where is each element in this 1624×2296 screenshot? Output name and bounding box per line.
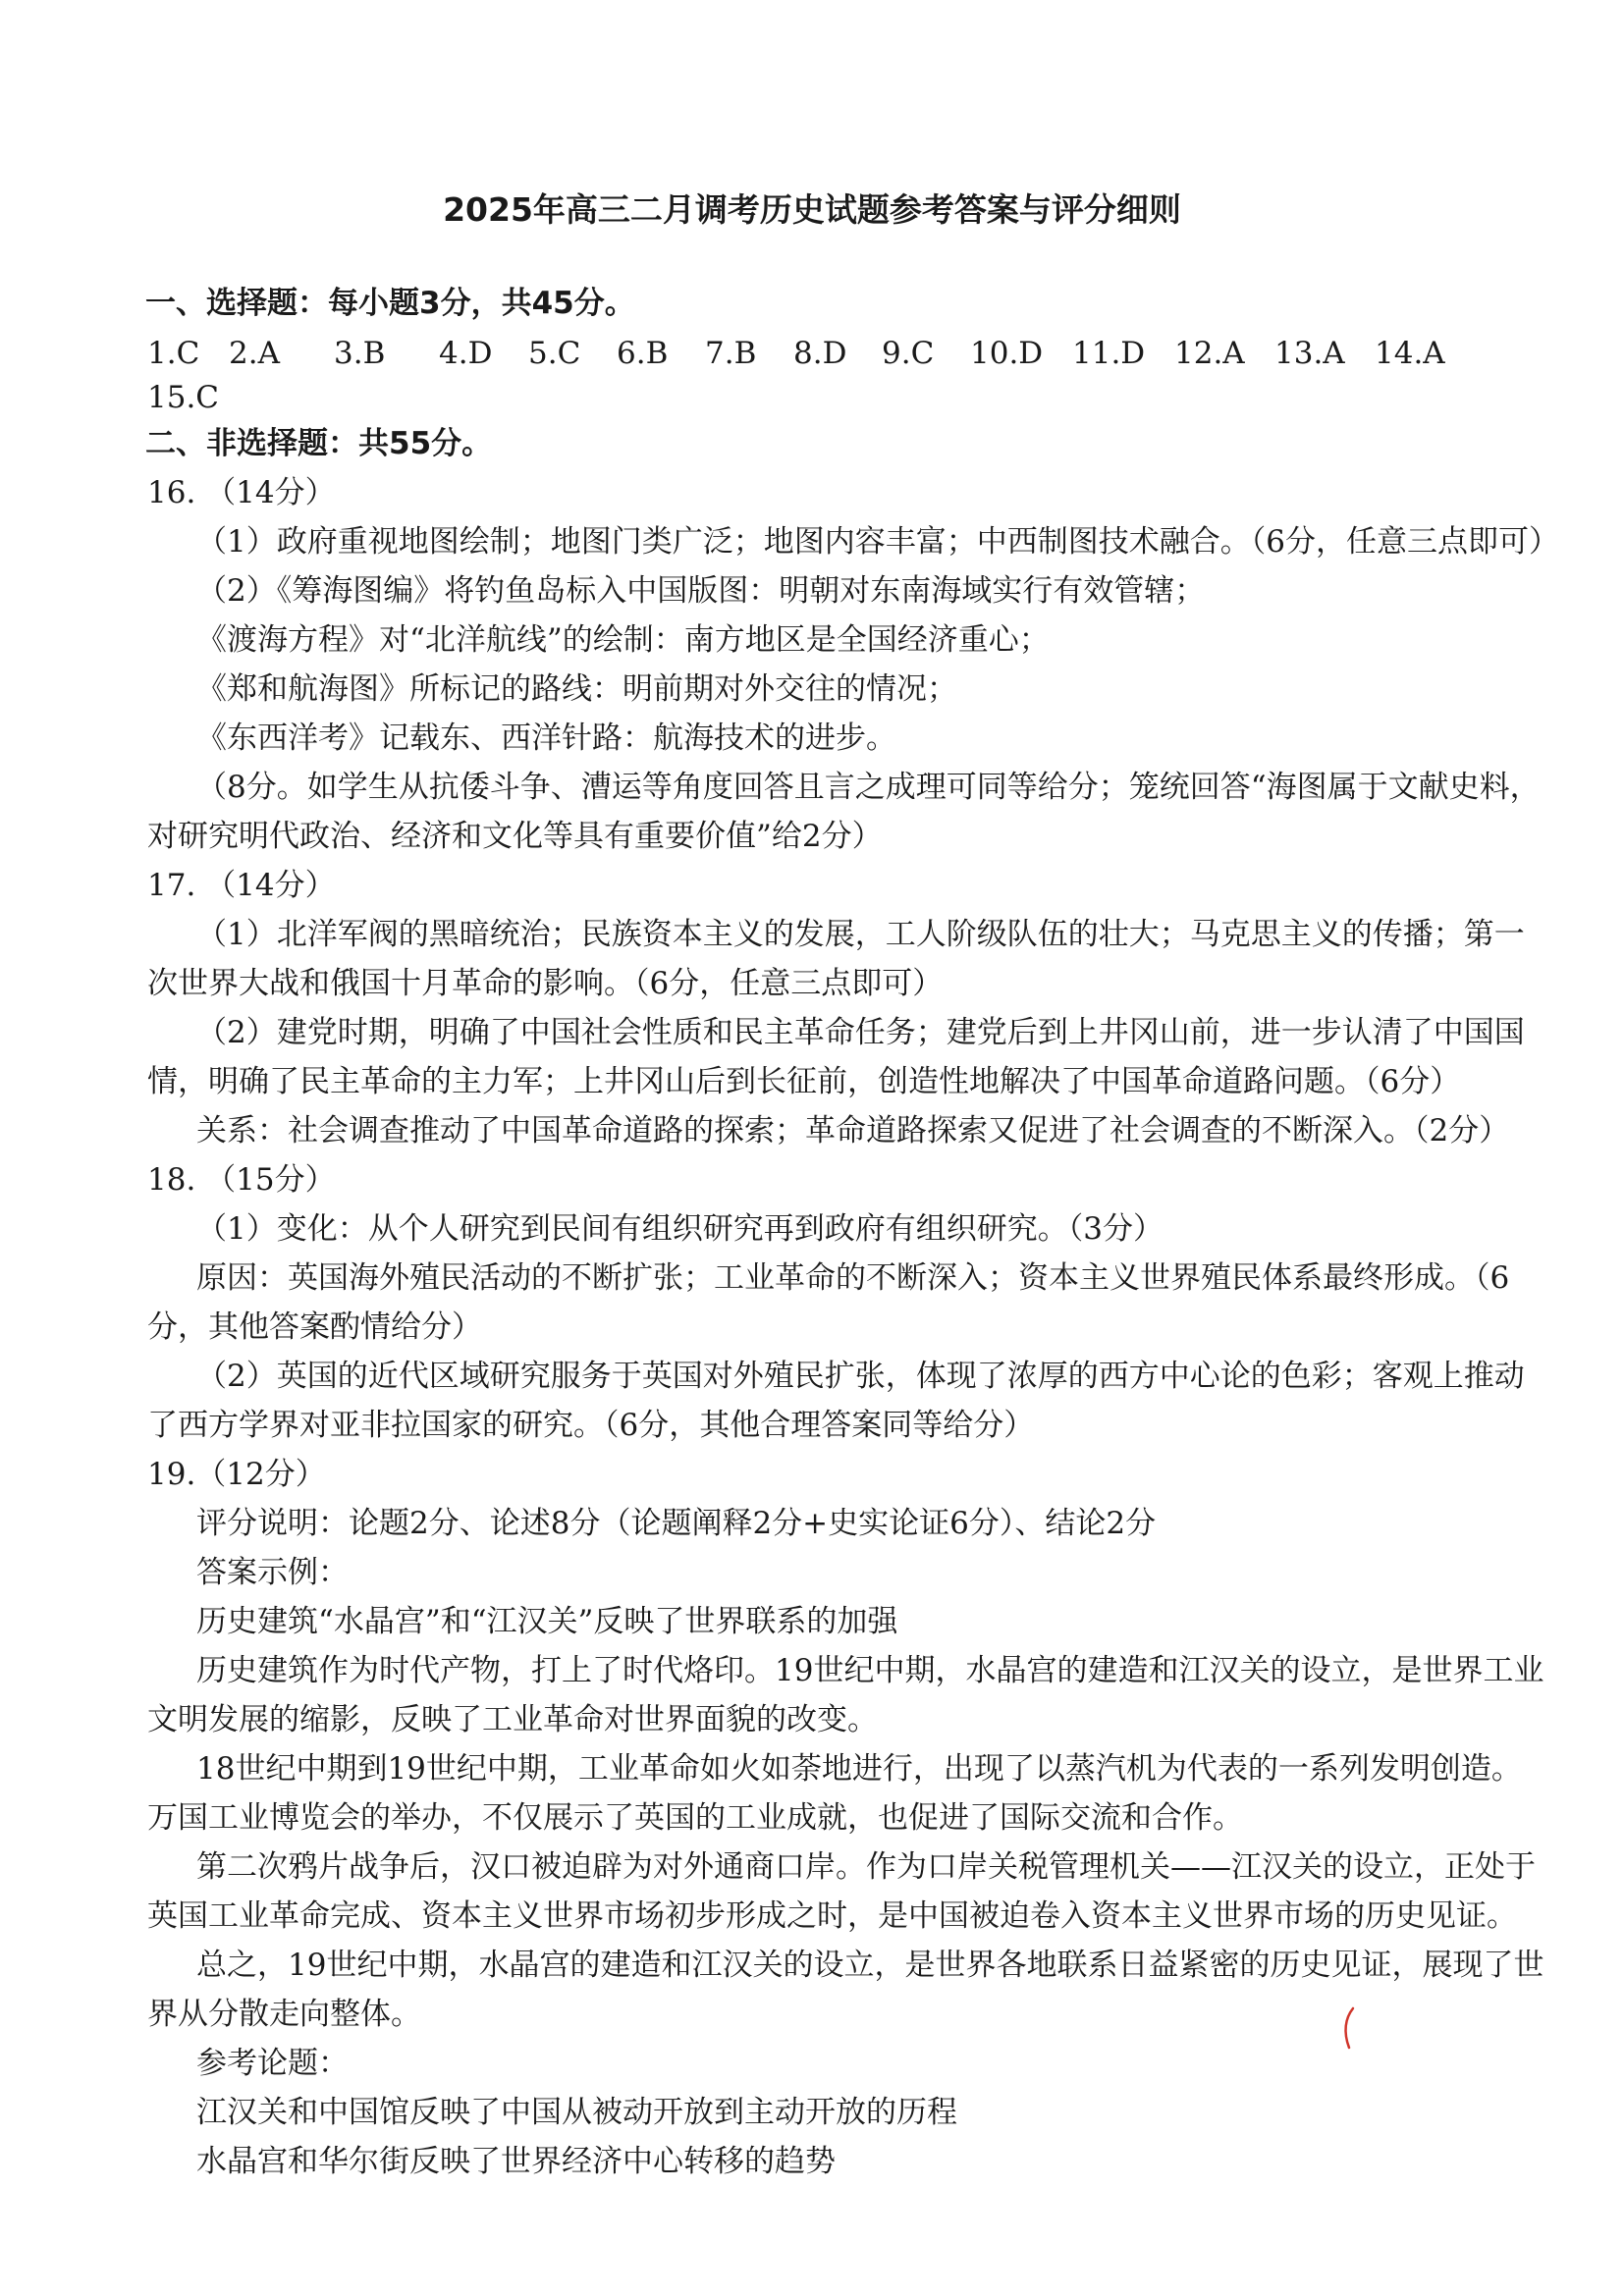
mc-answer-12: 12.A bbox=[1174, 336, 1245, 371]
q19-example-label: 答案示例： bbox=[196, 1555, 349, 1590]
q17-part1-line1: （1）北洋军阀的黑暗统治；民族资本主义的发展，工人阶级队伍的壮大；马克思主义的传播；第一 bbox=[196, 917, 1525, 952]
mc-answer-4: 4.D bbox=[439, 336, 493, 371]
q18-label: 18. （15分） bbox=[147, 1162, 336, 1198]
q16-part2-line3: 《郑和航海图》所标记的路线：明前期对外交往的情况； bbox=[196, 671, 957, 707]
q19-para2-line2: 万国工业博览会的举办，不仅展示了英国的工业成就，也促进了国际交流和合作。 bbox=[147, 1800, 1243, 1836]
q19-para3-line1: 第二次鸦片战争后，汉口被迫辟为对外通商口岸。作为口岸关税管理机关——江汉关的设立，正处于 bbox=[196, 1849, 1536, 1885]
q18-reason-line1: 原因：英国海外殖民活动的不断扩张；工业革命的不断深入；资本主义世界殖民体系最终形成。（6 bbox=[196, 1260, 1510, 1296]
mc-answer-11: 11.D bbox=[1072, 336, 1146, 371]
q18-part2-line2: 了西方学界对亚非拉国家的研究。（6分，其他合理答案同等给分） bbox=[147, 1408, 1035, 1443]
q19-para4-line2: 界从分散走向整体。 bbox=[147, 1997, 421, 2032]
q17-part2-line1: （2）建党时期，明确了中国社会性质和民主革命任务；建党后到上井冈山前，进一步认清了中国国 bbox=[196, 1015, 1525, 1050]
q19-ref-label: 参考论题： bbox=[196, 2046, 349, 2081]
q16-part2-line1: （2）《筹海图编》将钓鱼岛标入中国版图：明朝对东南海域实行有效管辖； bbox=[196, 573, 1206, 609]
q19-label: 19.（12分） bbox=[147, 1457, 326, 1492]
page-title: 2025年高三二月调考历史试题参考答案与评分细则 bbox=[443, 190, 1181, 229]
q16-note-line1: （8分。如学生从抗倭斗争、漕运等角度回答且言之成理可同等给分；笼统回答“海图属于文献史料， bbox=[196, 770, 1541, 805]
q19-para4-line1: 总之，19世纪中期，水晶宫的建造和江汉关的设立，是世界各地联系日益紧密的历史见证，展现了世 bbox=[196, 1948, 1544, 1983]
mc-answer-2: 2.A bbox=[229, 336, 280, 371]
q17-relation: 关系：社会调查推动了中国革命道路的探索；革命道路探索又促进了社会调查的不断深入。（2分） bbox=[196, 1113, 1510, 1148]
q19-scoring: 评分说明：论题2分、论述8分（论题阐释2分+史实论证6分）、结论2分 bbox=[196, 1506, 1157, 1541]
mc-answer-14: 14.A bbox=[1375, 336, 1445, 371]
handwritten-pen-mark bbox=[1339, 2004, 1359, 2052]
q19-para3-line2: 英国工业革命完成、资本主义世界市场初步形成之时，是中国被迫卷入资本主义世界市场的历史见证。 bbox=[147, 1898, 1517, 1934]
mc-answer-15: 15.C bbox=[147, 380, 220, 415]
mc-answer-8: 8.D bbox=[793, 336, 847, 371]
mc-answer-5: 5.C bbox=[528, 336, 581, 371]
mc-answer-9: 9.C bbox=[882, 336, 935, 371]
q18-reason-line2: 分，其他答案酌情给分） bbox=[147, 1309, 482, 1345]
q16-label: 16. （14分） bbox=[147, 475, 336, 510]
mc-answer-13: 13.A bbox=[1274, 336, 1345, 371]
q16-part2-line2: 《渡海方程》对“北洋航线”的绘制：南方地区是全国经济重心； bbox=[196, 622, 1050, 658]
q17-part1-line2: 次世界大战和俄国十月革命的影响。（6分，任意三点即可） bbox=[147, 966, 944, 1001]
q17-part2-line2: 情，明确了民主革命的主力军；上井冈山后到长征前，创造性地解决了中国革命道路问题。（6分） bbox=[147, 1064, 1461, 1099]
q18-part1: （1）变化：从个人研究到民间有组织研究再到政府有组织研究。（3分） bbox=[196, 1211, 1164, 1247]
q17-label: 17. （14分） bbox=[147, 868, 336, 903]
q19-para1-line1: 历史建筑作为时代产物，打上了时代烙印。19世纪中期，水晶宫的建造和江汉关的设立，是世界工业 bbox=[196, 1653, 1544, 1688]
q19-ref-thesis-2: 水晶宫和华尔街反映了世界经济中心转移的趋势 bbox=[196, 2144, 836, 2179]
q16-part1: （1）政府重视地图绘制；地图门类广泛；地图内容丰富；中西制图技术融合。（6分，任意三点即可） bbox=[196, 524, 1559, 560]
section1-heading: 一、选择题：每小题3分，共45分。 bbox=[145, 286, 635, 321]
q19-para2-line1: 18世纪中期到19世纪中期，工业革命如火如荼地进行，出现了以蒸汽机为代表的一系列发明创造。 bbox=[196, 1751, 1522, 1787]
mc-answer-3: 3.B bbox=[334, 336, 386, 371]
mc-answer-10: 10.D bbox=[970, 336, 1044, 371]
mc-answer-6: 6.B bbox=[617, 336, 669, 371]
mc-answer-1: 1.C bbox=[147, 336, 200, 371]
q16-note-line2: 对研究明代政治、经济和文化等具有重要价值”给2分） bbox=[147, 819, 883, 854]
q16-part2-line4: 《东西洋考》记载东、西洋针路：航海技术的进步。 bbox=[196, 721, 896, 756]
q19-para1-line2: 文明发展的缩影，反映了工业革命对世界面貌的改变。 bbox=[147, 1702, 878, 1737]
q18-part2-line1: （2）英国的近代区域研究服务于英国对外殖民扩张，体现了浓厚的西方中心论的色彩；客观上推动 bbox=[196, 1359, 1525, 1394]
q19-thesis: 历史建筑“水晶宫”和“江汉关”反映了世界联系的加强 bbox=[196, 1604, 898, 1639]
section2-heading: 二、非选择题：共55分。 bbox=[145, 426, 493, 461]
q19-ref-thesis-1: 江汉关和中国馆反映了中国从被动开放到主动开放的历程 bbox=[196, 2095, 957, 2130]
mc-answer-7: 7.B bbox=[705, 336, 757, 371]
